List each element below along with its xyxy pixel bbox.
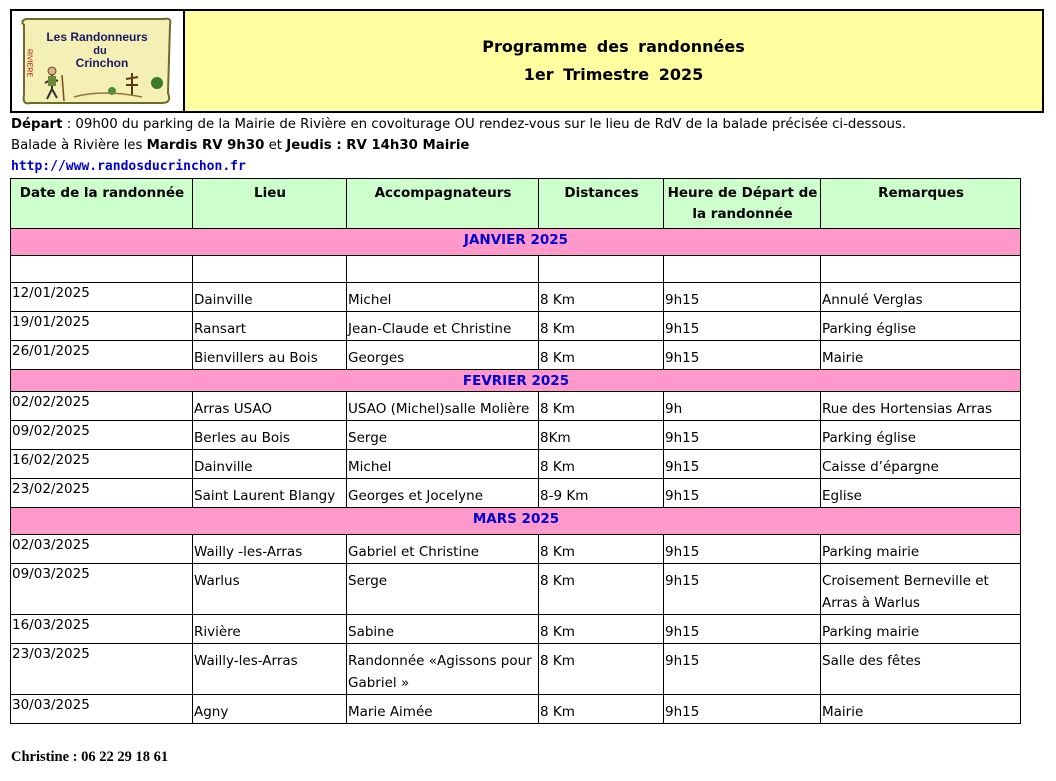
cell-accompagnateurs: Michel — [347, 283, 539, 312]
club-logo — [12, 11, 185, 111]
table-row — [11, 283, 1021, 312]
cell-heure: 9h15 — [664, 341, 821, 370]
cell-lieu: Wailly-les-Arras — [193, 644, 347, 695]
cell-remarques: Parking mairie — [821, 535, 1021, 564]
cell-date: 09/03/2025 — [11, 564, 193, 615]
cell-date: 16/02/2025 — [11, 450, 193, 479]
cell-remarques: Eglise — [821, 479, 1021, 508]
page-subtitle: 1er Trimestre 2025 — [523, 65, 704, 84]
column-header-accompagnateurs: Accompagnateurs — [347, 179, 539, 229]
cell-remarques: Parking mairie — [821, 615, 1021, 644]
cell-accompagnateurs: USAO (Michel)salle Molière — [347, 392, 539, 421]
cell-accompagnateurs: Serge — [347, 421, 539, 450]
table-row — [11, 421, 1021, 450]
cell-accompagnateurs: Randonnée «Agissons pour Gabriel » — [347, 644, 539, 695]
depart-label: Départ — [11, 117, 63, 132]
table-row — [11, 564, 1021, 615]
cell-distance: 8 Km — [539, 450, 664, 479]
month-label: MARS 2025 — [11, 508, 1021, 535]
cell-remarques: Parking église — [821, 312, 1021, 341]
cell-accompagnateurs: Michel — [347, 450, 539, 479]
logo-text-line1: Les Randonneurs — [46, 30, 148, 44]
cell-accompagnateurs: Georges et Jocelyne — [347, 479, 539, 508]
cell-distance: 8 Km — [539, 695, 664, 724]
cell-distance: 8-9 Km — [539, 479, 664, 508]
cell-distance: 8 Km — [539, 615, 664, 644]
empty-cell — [821, 256, 1021, 283]
cell-date: 16/03/2025 — [11, 615, 193, 644]
cell-remarques: Salle des fêtes — [821, 644, 1021, 695]
month-row — [11, 370, 1021, 392]
cell-remarques: Annulé Verglas — [821, 283, 1021, 312]
column-header-distances: Distances — [539, 179, 664, 229]
cell-accompagnateurs: Jean-Claude et Christine — [347, 312, 539, 341]
column-header-remarques: Remarques — [821, 179, 1021, 229]
cell-heure: 9h15 — [664, 312, 821, 341]
table-row — [11, 312, 1021, 341]
table-row — [11, 644, 1021, 695]
cell-date: 26/01/2025 — [11, 341, 193, 370]
cell-distance: 8 Km — [539, 283, 664, 312]
balade-prefix: Balade à Rivière les — [11, 138, 147, 153]
cell-distance: 8 Km — [539, 644, 664, 695]
balade-et: et — [264, 138, 287, 153]
empty-cell — [664, 256, 821, 283]
table-row — [11, 615, 1021, 644]
cell-distance: 8 Km — [539, 392, 664, 421]
empty-cell — [193, 256, 347, 283]
month-row — [11, 508, 1021, 535]
cell-date: 02/03/2025 — [11, 535, 193, 564]
logo-text-line3: Crinchon — [75, 56, 129, 70]
cell-remarques: Mairie — [821, 341, 1021, 370]
cell-date: 30/03/2025 — [11, 695, 193, 724]
empty-cell — [347, 256, 539, 283]
cell-lieu: Rivière — [193, 615, 347, 644]
cell-lieu: Wailly -les-Arras — [193, 535, 347, 564]
balade-jeudis: Jeudis — [286, 138, 332, 153]
cell-date: 09/02/2025 — [11, 421, 193, 450]
cell-accompagnateurs: Georges — [347, 341, 539, 370]
column-header-heure: Heure de Départ de la randonnée — [664, 179, 821, 229]
cell-lieu: Bienvillers au Bois — [193, 341, 347, 370]
cell-date: 12/01/2025 — [11, 283, 193, 312]
cell-date: 19/01/2025 — [11, 312, 193, 341]
cell-lieu: Warlus — [193, 564, 347, 615]
table-row — [11, 535, 1021, 564]
cell-accompagnateurs: Marie Aimée — [347, 695, 539, 724]
cell-distance: 8Km — [539, 421, 664, 450]
cell-distance: 8 Km — [539, 312, 664, 341]
contact-footer: Christine : 06 22 29 18 61 — [11, 749, 169, 765]
column-header-lieu: Lieu — [193, 179, 347, 229]
cell-remarques: Mairie — [821, 695, 1021, 724]
header-box — [10, 9, 1044, 113]
cell-heure: 9h15 — [664, 644, 821, 695]
cell-lieu: Saint Laurent Blangy — [193, 479, 347, 508]
empty-cell — [11, 256, 193, 283]
table-row — [11, 450, 1021, 479]
table-header-row — [11, 179, 1021, 229]
cell-distance: 8 Km — [539, 341, 664, 370]
depart-line — [11, 117, 906, 132]
cell-accompagnateurs: Serge — [347, 564, 539, 615]
empty-row — [11, 256, 1021, 283]
month-label: JANVIER 2025 — [11, 229, 1021, 256]
cell-heure: 9h — [664, 392, 821, 421]
cell-date: 23/03/2025 — [11, 644, 193, 695]
title-block — [185, 11, 1042, 111]
cell-remarques: Rue des Hortensias Arras — [821, 392, 1021, 421]
cell-accompagnateurs: Gabriel et Christine — [347, 535, 539, 564]
schedule-table — [10, 178, 1021, 724]
month-row — [11, 229, 1021, 256]
cell-distance: 8 Km — [539, 564, 664, 615]
balade-mardis: Mardis RV 9h30 — [146, 138, 265, 153]
logo-side-text: RIVIERE — [25, 49, 33, 78]
club-logo-icon — [12, 11, 181, 111]
table-row — [11, 341, 1021, 370]
table-body — [11, 229, 1021, 724]
cell-remarques: Croisement Berneville et Arras à Warlus — [821, 564, 1021, 615]
cell-date: 23/02/2025 — [11, 479, 193, 508]
table-row — [11, 695, 1021, 724]
empty-cell — [539, 256, 664, 283]
cell-heure: 9h15 — [664, 421, 821, 450]
cell-heure: 9h15 — [664, 535, 821, 564]
balade-jeudis-rest: : RV 14h30 Mairie — [331, 138, 470, 153]
cell-distance: 8 Km — [539, 535, 664, 564]
cell-accompagnateurs: Sabine — [347, 615, 539, 644]
cell-lieu: Agny — [193, 695, 347, 724]
page-title: Programme des randonnées — [482, 37, 745, 56]
cell-lieu: Arras USAO — [193, 392, 347, 421]
cell-lieu: Berles au Bois — [193, 421, 347, 450]
balade-line — [11, 138, 469, 153]
website-link[interactable]: http://www.randosducrinchon.fr — [11, 159, 246, 174]
cell-heure: 9h15 — [664, 564, 821, 615]
cell-remarques: Caisse d’épargne — [821, 450, 1021, 479]
cell-heure: 9h15 — [664, 283, 821, 312]
cell-heure: 9h15 — [664, 615, 821, 644]
logo-text-line2: du — [93, 45, 107, 57]
table-row — [11, 479, 1021, 508]
column-header-date: Date de la randonnée — [11, 179, 193, 229]
cell-lieu: Dainville — [193, 283, 347, 312]
cell-lieu: Dainville — [193, 450, 347, 479]
cell-heure: 9h15 — [664, 695, 821, 724]
depart-text: : 09h00 du parking de la Mairie de Rivière en covoiturage OU rendez-vous sur le lieu de RdV de la balade précisée ci-dessous. — [62, 117, 907, 132]
cell-date: 02/02/2025 — [11, 392, 193, 421]
cell-heure: 9h15 — [664, 479, 821, 508]
cell-remarques: Parking église — [821, 421, 1021, 450]
table-row — [11, 392, 1021, 421]
cell-heure: 9h15 — [664, 450, 821, 479]
cell-lieu: Ransart — [193, 312, 347, 341]
month-label: FEVRIER 2025 — [11, 370, 1021, 392]
